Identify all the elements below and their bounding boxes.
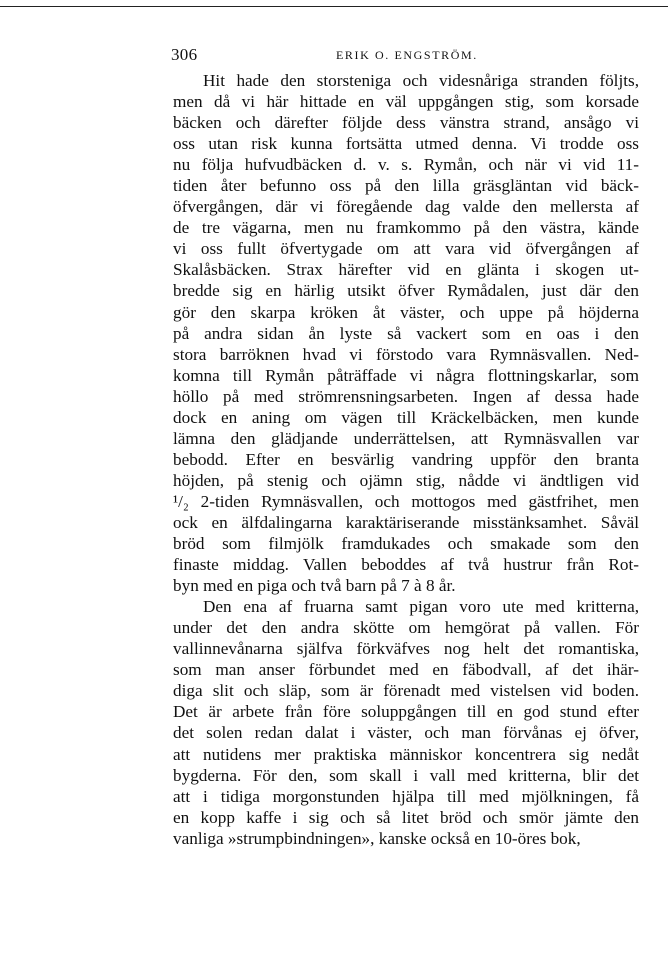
text-line: oss utan risk kunna fortsätta utmed denna. Vi trodde oss bbox=[173, 134, 639, 154]
text-line: vanliga »strumpbindningen», kanske också en 10-öres bok, bbox=[173, 828, 581, 848]
running-head: ERIK O. ENGSTRÖM. bbox=[336, 48, 478, 62]
text-line: ¹/₂ 2-tiden Rymnäsvallen, och mottogos med gästfrihet, men bbox=[173, 491, 639, 511]
text-line: dock en aning om vägen till Kräckelbäcken, men kunde bbox=[173, 407, 639, 427]
text-line: bredde sig en härlig utsikt öfver Rymådalen, just där den bbox=[173, 281, 639, 301]
text-line: Skalåsbäcken. Strax härefter vid en glänta i skogen ut- bbox=[173, 260, 639, 280]
paragraph bbox=[173, 596, 639, 849]
text-line: nu följa hufvudbäcken d. v. s. Rymån, och när vi vid 11- bbox=[173, 155, 639, 175]
text-line: tiden åter befunno oss på den lilla gräsgläntan vid bäck- bbox=[173, 176, 639, 196]
text-line: Den ena af fruarna samt pigan voro ute med kritterna, bbox=[203, 597, 639, 617]
text-line: att i tidiga morgonstunden hjälpa till med mjölkningen, få bbox=[173, 786, 639, 806]
text-line: stora barröknen hvad vi förstodo vara Rymnäsvallen. Ned- bbox=[173, 344, 639, 364]
text-line: vi oss fullt öfvertygade om att vara vid öfvergången af bbox=[173, 239, 639, 259]
text-line: diga slit och släp, som är förenadt med vistelsen vid boden. bbox=[173, 681, 639, 701]
text-line: som man anser förbundet med en fäbodvall, af det ihär- bbox=[173, 660, 639, 680]
text-line: finaste middag. Vallen beboddes af två hustrur från Rot- bbox=[173, 555, 639, 575]
text-line: men då vi här hittade en väl uppgången stig, som korsade bbox=[173, 92, 639, 112]
page-number: 306 bbox=[171, 45, 198, 64]
text-line: höllo på med strömrensningsarbeten. Ingen af dessa hade bbox=[173, 386, 639, 406]
text-line: komna till Rymån påträffade vi några flottningskarlar, som bbox=[173, 365, 639, 385]
text-line: vallinnevånarna själfva förkväfves nog helt det romantiska, bbox=[173, 639, 639, 659]
text-line: bebodd. Efter en besvärlig vandring uppför den branta bbox=[173, 449, 639, 469]
text-line: bäcken och därefter följde dess vänstra strand, ansågo vi bbox=[173, 113, 639, 133]
text-line: byn med en piga och två barn på 7 à 8 år. bbox=[173, 576, 456, 596]
text-line: bygderna. För den, som skall i vall med kritterna, blir det bbox=[173, 765, 639, 785]
text-line: höjden, på stenig och ojämn stig, nådde vi ändtligen vid bbox=[173, 470, 639, 490]
text-line: en kopp kaffe i sig och så litet bröd och smör jämte den bbox=[173, 807, 639, 827]
text-line: lämna den glädjande underrättelsen, att Rymnäsvallen var bbox=[173, 428, 639, 448]
text-line: de tre vägarna, men nu framkommo på den västra, kände bbox=[173, 218, 639, 238]
text-line: under det den andra skötte om hemgörat på vallen. För bbox=[173, 618, 639, 638]
text-line: bröd som filmjölk framdukades och smakade som den bbox=[173, 534, 639, 554]
text-line: att nutidens mer praktiska människor koncentrera sig nedåt bbox=[173, 744, 639, 764]
body-text bbox=[173, 70, 639, 849]
text-line: gör den skarpa kröken åt väster, och uppe på höjderna bbox=[173, 302, 639, 322]
text-line: Hit hade den storsteniga och videsnåriga stranden följts, bbox=[203, 71, 639, 90]
text-line: det solen redan dalat i väster, och man förvånas ej öfver, bbox=[173, 723, 639, 743]
top-rule bbox=[0, 6, 668, 7]
text-line: på andra sidan ån lyste så vackert som en oas i den bbox=[173, 323, 639, 343]
paragraph bbox=[173, 70, 639, 596]
text-line: öfvergången, där vi föregående dag valde den mellersta af bbox=[173, 197, 639, 217]
text-line: ock en älfdalingarna karaktäriserande misstänksamhet. Såväl bbox=[173, 512, 639, 532]
text-line: Det är arbete från före soluppgången till en god stund efter bbox=[173, 702, 639, 722]
